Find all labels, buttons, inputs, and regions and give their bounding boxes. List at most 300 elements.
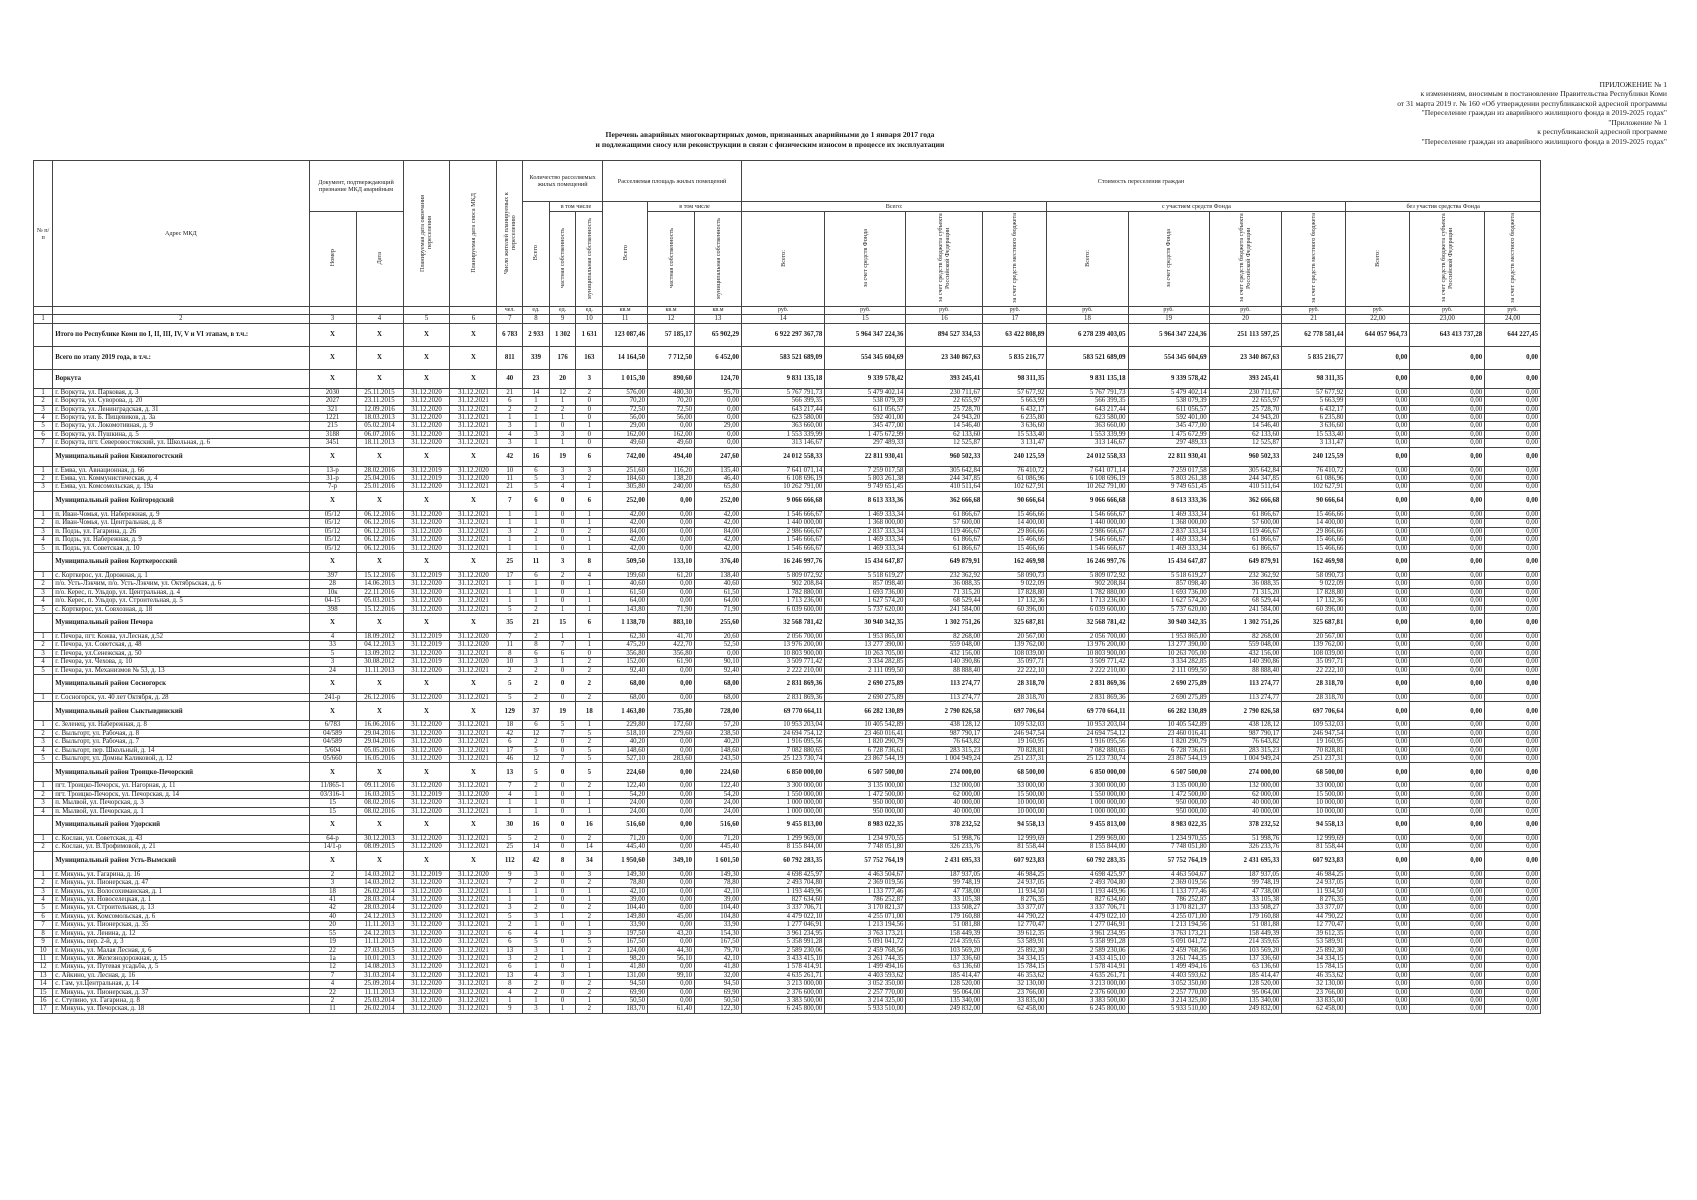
row-value: 2 bbox=[523, 693, 550, 701]
row-planned-demolition: X bbox=[450, 323, 497, 346]
row-value: 4 463 504,67 bbox=[1128, 870, 1209, 878]
row-value: 279,60 bbox=[648, 729, 695, 737]
row-number: 7 bbox=[34, 921, 53, 929]
row-value: 1 bbox=[523, 896, 550, 904]
row-value: 0,00 bbox=[1346, 414, 1410, 422]
row-value: 138,20 bbox=[648, 475, 695, 483]
row-value: 24 694 754,12 bbox=[1047, 729, 1128, 737]
row-planned-end: 31.12.2020 bbox=[403, 912, 450, 920]
row-value: 0,00 bbox=[648, 588, 695, 596]
row-doc-date: 24.12.2013 bbox=[356, 912, 403, 920]
row-value: 28 318,70 bbox=[983, 674, 1047, 693]
row-value: 559 048,00 bbox=[1209, 641, 1282, 649]
row-value: 62 458,00 bbox=[1282, 1005, 1346, 1013]
row-address: г. Воркута, ул. Б. Пищевиков, д. 3а bbox=[53, 414, 309, 422]
row-number: 17 bbox=[34, 1005, 53, 1013]
row-value: 2 831 869,36 bbox=[1047, 693, 1128, 701]
row-value: 2 056 700,00 bbox=[742, 632, 825, 640]
col-planned-demolition: Планируемая дата сноса МКД bbox=[469, 192, 477, 273]
row-value: 44 790,22 bbox=[983, 912, 1047, 920]
row-address: пгт. Троицко-Печорск, ул. Печорская, д. 14 bbox=[53, 790, 309, 798]
row-value: 283 315,23 bbox=[906, 746, 983, 754]
row-value: 113 274,77 bbox=[906, 674, 983, 693]
row-value: 7 bbox=[497, 782, 523, 790]
row-address: г. Микунь, ул. Ленина, д. 12 bbox=[53, 929, 309, 937]
row-address: с. Кослан, ул. В.Трофимовой, д. 21 bbox=[53, 843, 309, 851]
row-value: 0,00 bbox=[1346, 369, 1410, 388]
col-rooms-total: Всего bbox=[532, 245, 540, 261]
row-value: 0,00 bbox=[1346, 388, 1410, 396]
row-value: 185 414,47 bbox=[906, 971, 983, 979]
row-doc-number: X bbox=[309, 816, 356, 835]
row-value: 0,00 bbox=[1485, 896, 1541, 904]
row-value: 0,00 bbox=[648, 938, 695, 946]
row-value: 0,00 bbox=[648, 980, 695, 988]
row-value: 103 569,20 bbox=[906, 946, 983, 954]
row-value: 0,00 bbox=[1485, 605, 1541, 613]
row-number: 5 bbox=[34, 544, 53, 552]
row-doc-date: 15.12.2016 bbox=[356, 571, 403, 579]
row-value: 516,60 bbox=[603, 816, 648, 835]
row-value: 5 091 041,72 bbox=[825, 938, 906, 946]
row-value: 0,00 bbox=[1346, 588, 1410, 596]
row-planned-demolition: 31.12.2021 bbox=[450, 879, 497, 887]
row-value: 1 133 777,46 bbox=[825, 887, 906, 895]
row-value: 4 635 261,71 bbox=[742, 971, 825, 979]
row-value: 46,40 bbox=[695, 475, 742, 483]
row-value: 1 004 949,24 bbox=[1209, 755, 1282, 763]
row-value: 50,50 bbox=[603, 996, 648, 1004]
table-row bbox=[34, 843, 1541, 851]
row-value: 232 362,92 bbox=[906, 571, 983, 579]
row-value: 0,00 bbox=[648, 870, 695, 878]
row-value: 0,00 bbox=[1485, 369, 1541, 388]
row-value: 4 403 593,62 bbox=[825, 971, 906, 979]
row-value: 124,70 bbox=[695, 369, 742, 388]
row-planned-end: 31.12.2020 bbox=[403, 746, 450, 754]
row-value: 1 bbox=[576, 597, 603, 605]
col-fund-sum: Всего: bbox=[1083, 249, 1091, 267]
row-value: 61 866,67 bbox=[906, 536, 983, 544]
total-row bbox=[34, 323, 1541, 346]
row-value: 0,00 bbox=[1346, 746, 1410, 754]
row-value: 46 984,25 bbox=[1282, 870, 1346, 878]
row-value: 51 081,88 bbox=[1209, 921, 1282, 929]
row-value: 179 160,88 bbox=[1209, 912, 1282, 920]
row-value: 5 767 791,73 bbox=[1047, 388, 1128, 396]
row-doc-date: 27.03.2015 bbox=[356, 946, 403, 954]
row-value: 24 943,20 bbox=[906, 414, 983, 422]
row-planned-end: X bbox=[403, 346, 450, 369]
row-planned-demolition: X bbox=[450, 851, 497, 870]
row-value: 1 627 574,20 bbox=[825, 597, 906, 605]
row-value: 8 155 844,00 bbox=[742, 843, 825, 851]
row-planned-end: X bbox=[403, 447, 450, 466]
row-address: г. Печора, пгт. Кожва, ул.Лесная, д.52 bbox=[53, 632, 309, 640]
row-doc-date: 14.06.2013 bbox=[356, 580, 403, 588]
appendix-line: от 31 марта 2019 г. № 160 «Об утверждении республиканской адресной программы bbox=[1397, 98, 1667, 108]
row-value: 12 770,47 bbox=[983, 921, 1047, 929]
row-value: 2 bbox=[523, 835, 550, 843]
row-value: 0,00 bbox=[1346, 658, 1410, 666]
row-value: 0,00 bbox=[1485, 588, 1541, 596]
row-value: 42 bbox=[523, 851, 550, 870]
row-value: 0,00 bbox=[1346, 929, 1410, 937]
row-value: 2 589 230,06 bbox=[742, 946, 825, 954]
row-value: 1 bbox=[576, 632, 603, 640]
row-planned-demolition: 31.12.2021 bbox=[450, 963, 497, 971]
row-value: 40 000,00 bbox=[1209, 799, 1282, 807]
row-value: 122,40 bbox=[695, 782, 742, 790]
row-value: 0 bbox=[549, 693, 576, 701]
column-number: 14 bbox=[742, 315, 825, 323]
row-value: 25 892,30 bbox=[1282, 946, 1346, 954]
row-value: 0,00 bbox=[1346, 649, 1410, 657]
row-value: 0,00 bbox=[1485, 963, 1541, 971]
row-value: 274 000,00 bbox=[906, 763, 983, 782]
row-value: 246 947,54 bbox=[983, 729, 1047, 737]
row-doc-number: 18 bbox=[309, 887, 356, 895]
row-value: 15 466,66 bbox=[1282, 544, 1346, 552]
row-number: 3 bbox=[34, 887, 53, 895]
row-value: 480,30 bbox=[648, 388, 695, 396]
row-number: 3 bbox=[34, 405, 53, 413]
row-value: 8 983 022,35 bbox=[825, 816, 906, 835]
row-value: 25 123 730,74 bbox=[742, 755, 825, 763]
row-value: 140 390,86 bbox=[1209, 658, 1282, 666]
row-doc-date: 26.12.2016 bbox=[356, 693, 403, 701]
table-row bbox=[34, 746, 1541, 754]
row-address: Муниципальный район Княжпогостский bbox=[53, 447, 309, 466]
row-value: 0,00 bbox=[1485, 475, 1541, 483]
row-value: 0,00 bbox=[1346, 904, 1410, 912]
row-value: 1 213 194,56 bbox=[1128, 921, 1209, 929]
row-address: г. Печора, ул. Чехова, д. 10 bbox=[53, 658, 309, 666]
row-value: 252,00 bbox=[695, 491, 742, 510]
row-value: 15 466,66 bbox=[1282, 536, 1346, 544]
row-value: 10 000,00 bbox=[983, 807, 1047, 815]
row-doc-date: 05.03.2015 bbox=[356, 597, 403, 605]
row-planned-demolition: X bbox=[450, 369, 497, 388]
row-value: 857 098,40 bbox=[1128, 580, 1209, 588]
row-value: 29,00 bbox=[603, 422, 648, 430]
row-number: 1 bbox=[34, 721, 53, 729]
row-value: 1 bbox=[576, 422, 603, 430]
row-planned-demolition: 31.12.2021 bbox=[450, 729, 497, 737]
row-value: 583 521 689,09 bbox=[1047, 346, 1128, 369]
row-value: 102 627,91 bbox=[983, 483, 1047, 491]
column-number: 6 bbox=[450, 315, 497, 323]
table-row bbox=[34, 782, 1541, 790]
row-value: 1 bbox=[576, 580, 603, 588]
row-doc-date: 12.09.2016 bbox=[356, 405, 403, 413]
row-value: 33 377,07 bbox=[983, 904, 1047, 912]
row-number bbox=[34, 674, 53, 693]
row-value: 4 bbox=[497, 790, 523, 798]
title-line: Перечень аварийных многоквартирных домов, признанных аварийными до 1 января 2017 года bbox=[605, 130, 935, 139]
row-doc-number: 04-15 bbox=[309, 597, 356, 605]
row-value: 0,00 bbox=[648, 422, 695, 430]
row-value: 62 458,00 bbox=[983, 1005, 1047, 1013]
row-value: 6 850 000,00 bbox=[1047, 763, 1128, 782]
row-value: 297 489,33 bbox=[1128, 439, 1209, 447]
row-value: 32 568 781,42 bbox=[1047, 613, 1128, 632]
unit-cell: кв.м bbox=[695, 307, 742, 315]
row-value: 197,50 bbox=[603, 929, 648, 937]
row-doc-date: 18.09.2012 bbox=[356, 632, 403, 640]
row-planned-end: 31.12.2019 bbox=[403, 466, 450, 474]
row-value: 2 459 768,56 bbox=[1128, 946, 1209, 954]
unit-cell bbox=[403, 307, 450, 315]
row-value: 6 bbox=[497, 963, 523, 971]
row-value: 0,00 bbox=[1346, 790, 1410, 798]
unit-cell: руб. bbox=[825, 307, 906, 315]
row-value: 6 728 736,61 bbox=[1128, 746, 1209, 754]
row-value: 697 706,64 bbox=[1282, 702, 1346, 721]
row-value: 378 232,52 bbox=[1209, 816, 1282, 835]
row-planned-end: 31.12.2020 bbox=[403, 879, 450, 887]
row-doc-date: 14.03.2012 bbox=[356, 879, 403, 887]
row-value: 950 000,00 bbox=[825, 807, 906, 815]
row-planned-end: X bbox=[403, 816, 450, 835]
row-value: 71,90 bbox=[695, 605, 742, 613]
row-value: 13 277 390,00 bbox=[825, 641, 906, 649]
row-planned-demolition: 31.12.2020 bbox=[450, 571, 497, 579]
row-value: 4 bbox=[523, 971, 550, 979]
row-value: 133 508,27 bbox=[906, 904, 983, 912]
row-value: 9 022,09 bbox=[1282, 580, 1346, 588]
row-value: 0,00 bbox=[1485, 544, 1541, 552]
row-value: 232 362,92 bbox=[1209, 571, 1282, 579]
row-doc-number: 4 bbox=[309, 980, 356, 988]
row-value: 104,40 bbox=[603, 904, 648, 912]
row-value: 11 bbox=[523, 552, 550, 571]
row-value: 2 bbox=[576, 666, 603, 674]
row-planned-end: 31.12.2020 bbox=[403, 605, 450, 613]
row-value: 16 246 997,76 bbox=[1047, 552, 1128, 571]
row-value: 9 455 813,00 bbox=[742, 816, 825, 835]
row-planned-end: 31.12.2020 bbox=[403, 904, 450, 912]
row-value: 185 414,47 bbox=[1209, 971, 1282, 979]
row-value: 1 bbox=[523, 439, 550, 447]
row-value: 246 947,54 bbox=[1282, 729, 1346, 737]
row-value: 1 693 736,00 bbox=[825, 588, 906, 596]
row-number: 4 bbox=[34, 597, 53, 605]
row-doc-date: 25.09.2014 bbox=[356, 980, 403, 988]
row-number: 2 bbox=[34, 580, 53, 588]
row-doc-number: 1а bbox=[309, 954, 356, 962]
row-number: 3 bbox=[34, 527, 53, 535]
row-value: 61 866,67 bbox=[906, 544, 983, 552]
row-value: 15 533,40 bbox=[1282, 430, 1346, 438]
row-planned-demolition: X bbox=[450, 613, 497, 632]
row-value: 30 940 342,35 bbox=[825, 613, 906, 632]
row-value: 102 627,91 bbox=[1282, 483, 1346, 491]
row-value: 7 bbox=[497, 632, 523, 640]
row-doc-number: 05/12 bbox=[309, 527, 356, 535]
row-value: 17 bbox=[497, 746, 523, 754]
row-value: 32 130,00 bbox=[1282, 980, 1346, 988]
group-row bbox=[34, 613, 1541, 632]
row-value: 5 964 347 224,36 bbox=[825, 323, 906, 346]
row-planned-demolition: 31.12.2021 bbox=[450, 887, 497, 895]
row-value: 3 bbox=[523, 946, 550, 954]
row-value: 538 079,39 bbox=[825, 397, 906, 405]
row-value: 15 466,66 bbox=[983, 510, 1047, 518]
column-number: 8 bbox=[523, 315, 550, 323]
row-planned-end: X bbox=[403, 851, 450, 870]
row-planned-end: 31.12.2020 bbox=[403, 544, 450, 552]
row-value: 61 866,67 bbox=[906, 510, 983, 518]
row-value: 0,00 bbox=[1346, 816, 1410, 835]
col-doc: Документ, подтверждающий признание МКД аварийным bbox=[309, 161, 403, 212]
row-value: 251 237,31 bbox=[1282, 755, 1346, 763]
row-value: 592 401,00 bbox=[1128, 414, 1209, 422]
row-number: 3 bbox=[34, 738, 53, 746]
row-value: 6 245 800,00 bbox=[742, 1005, 825, 1013]
row-address: с. Айкино, ул. Лесная, д. 16 bbox=[53, 971, 309, 979]
row-value: 5 933 510,00 bbox=[825, 1005, 906, 1013]
col-fund-share: с участием средств Фонда bbox=[1047, 202, 1346, 212]
table-row bbox=[34, 588, 1541, 596]
row-value: 0,00 bbox=[1410, 369, 1485, 388]
row-value: 51 081,88 bbox=[906, 921, 983, 929]
row-value: 0,00 bbox=[1346, 1005, 1410, 1013]
row-value: 0,00 bbox=[1485, 879, 1541, 887]
row-value: 9 339 578,42 bbox=[1128, 369, 1209, 388]
row-value: 0,00 bbox=[1346, 597, 1410, 605]
row-planned-demolition: X bbox=[450, 447, 497, 466]
row-planned-demolition: X bbox=[450, 702, 497, 721]
row-number: 2 bbox=[34, 519, 53, 527]
row-value: 131,00 bbox=[603, 971, 648, 979]
row-value: 10 953 203,04 bbox=[742, 721, 825, 729]
row-value: 3 bbox=[576, 466, 603, 474]
unit-cell bbox=[309, 307, 356, 315]
row-planned-end: 31.12.2020 bbox=[403, 483, 450, 491]
row-value: 10 263 705,00 bbox=[1128, 649, 1209, 657]
row-value: 2 589 230,06 bbox=[1047, 946, 1128, 954]
row-value: 2 369 019,56 bbox=[825, 879, 906, 887]
row-value: 42,00 bbox=[695, 536, 742, 544]
group-row bbox=[34, 552, 1541, 571]
group-row bbox=[34, 369, 1541, 388]
row-value: 0,00 bbox=[1346, 946, 1410, 954]
row-planned-demolition: 31.12.2021 bbox=[450, 971, 497, 979]
row-value: 1 953 865,00 bbox=[825, 632, 906, 640]
row-value: 2 831 869,36 bbox=[742, 674, 825, 693]
row-value: 1 440 000,00 bbox=[742, 519, 825, 527]
row-value: 13 bbox=[497, 971, 523, 979]
row-value: 33 835,00 bbox=[1282, 996, 1346, 1004]
row-value: 92,40 bbox=[695, 666, 742, 674]
row-value: 28 318,70 bbox=[1282, 693, 1346, 701]
row-doc-date: 31.03.2014 bbox=[356, 971, 403, 979]
row-value: 0,00 bbox=[1485, 971, 1541, 979]
row-value: 244 347,85 bbox=[1209, 475, 1282, 483]
row-value: 99 748,19 bbox=[1209, 879, 1282, 887]
row-value: 1 000 000,00 bbox=[742, 799, 825, 807]
row-value: 1 bbox=[497, 887, 523, 895]
row-value: 0,00 bbox=[1346, 980, 1410, 988]
row-value: 4 bbox=[576, 571, 603, 579]
row-value: 1 302 751,26 bbox=[1209, 613, 1282, 632]
row-value: 1 546 666,67 bbox=[742, 510, 825, 518]
row-value: 17 132,36 bbox=[983, 597, 1047, 605]
row-value: 143,80 bbox=[603, 605, 648, 613]
row-number: 1 bbox=[34, 632, 53, 640]
row-value: 0,00 bbox=[1410, 738, 1485, 746]
row-value: 5 518 619,27 bbox=[1128, 571, 1209, 579]
row-value: 9 749 651,45 bbox=[825, 483, 906, 491]
row-planned-demolition: X bbox=[450, 816, 497, 835]
row-value: 1 000 000,00 bbox=[1047, 807, 1128, 815]
row-planned-demolition: X bbox=[450, 674, 497, 693]
row-value: 0,00 bbox=[1485, 721, 1541, 729]
row-doc-date: 18.03.2013 bbox=[356, 414, 403, 422]
row-doc-date: 08.02.2016 bbox=[356, 799, 403, 807]
row-value: 2 bbox=[576, 988, 603, 996]
row-value: 244 347,85 bbox=[906, 475, 983, 483]
row-value: 2 222 210,00 bbox=[742, 666, 825, 674]
row-doc-number: 15 bbox=[309, 807, 356, 815]
row-value: 5 479 402,14 bbox=[825, 388, 906, 396]
row-value: 57 677,92 bbox=[1282, 388, 1346, 396]
row-value: 1 782 880,00 bbox=[742, 588, 825, 596]
row-value: 14 bbox=[576, 843, 603, 851]
row-value: 24,00 bbox=[603, 807, 648, 815]
row-value: 122,30 bbox=[695, 1005, 742, 1013]
row-value: 1 bbox=[576, 721, 603, 729]
row-value: 8 bbox=[576, 552, 603, 571]
unit-cell: руб. bbox=[983, 307, 1047, 315]
row-value: 0,00 bbox=[1485, 929, 1541, 937]
row-value: 0,00 bbox=[1410, 580, 1485, 588]
row-number bbox=[34, 346, 53, 369]
row-number: 1 bbox=[34, 466, 53, 474]
row-value: 13 277 390,00 bbox=[1128, 641, 1209, 649]
row-value: 0,00 bbox=[648, 738, 695, 746]
row-value: 68,00 bbox=[603, 693, 648, 701]
row-value: 0,00 bbox=[1485, 613, 1541, 632]
row-value: 56,10 bbox=[648, 954, 695, 962]
row-value: 84,00 bbox=[695, 527, 742, 535]
row-address: с. Корткерос, ул. Совхозная, д. 18 bbox=[53, 605, 309, 613]
row-value: 71,90 bbox=[648, 605, 695, 613]
row-value: 45,00 bbox=[648, 912, 695, 920]
row-value: 2 bbox=[576, 693, 603, 701]
row-value: 0,00 bbox=[1410, 729, 1485, 737]
row-value: 494,40 bbox=[648, 447, 695, 466]
row-value: 0,00 bbox=[1485, 799, 1541, 807]
row-value: 345 477,00 bbox=[825, 422, 906, 430]
row-value: 1 368 000,00 bbox=[1128, 519, 1209, 527]
row-value: 8 983 022,35 bbox=[1128, 816, 1209, 835]
col-cost-fund: за счет средств Фонда bbox=[861, 228, 869, 288]
row-value: 15 434 647,87 bbox=[1128, 552, 1209, 571]
column-number: 24,00 bbox=[1485, 315, 1541, 323]
row-value: 4 255 071,00 bbox=[1128, 912, 1209, 920]
row-value: 8 276,35 bbox=[983, 896, 1047, 904]
row-value: 0,00 bbox=[648, 963, 695, 971]
row-value: 3 636,60 bbox=[983, 422, 1047, 430]
column-number: 1 bbox=[34, 315, 53, 323]
row-planned-end: 31.12.2020 bbox=[403, 996, 450, 1004]
row-value: 4 698 425,97 bbox=[1047, 870, 1128, 878]
row-value: 40 000,00 bbox=[906, 807, 983, 815]
table-row bbox=[34, 912, 1541, 920]
row-value: 0,00 bbox=[648, 879, 695, 887]
